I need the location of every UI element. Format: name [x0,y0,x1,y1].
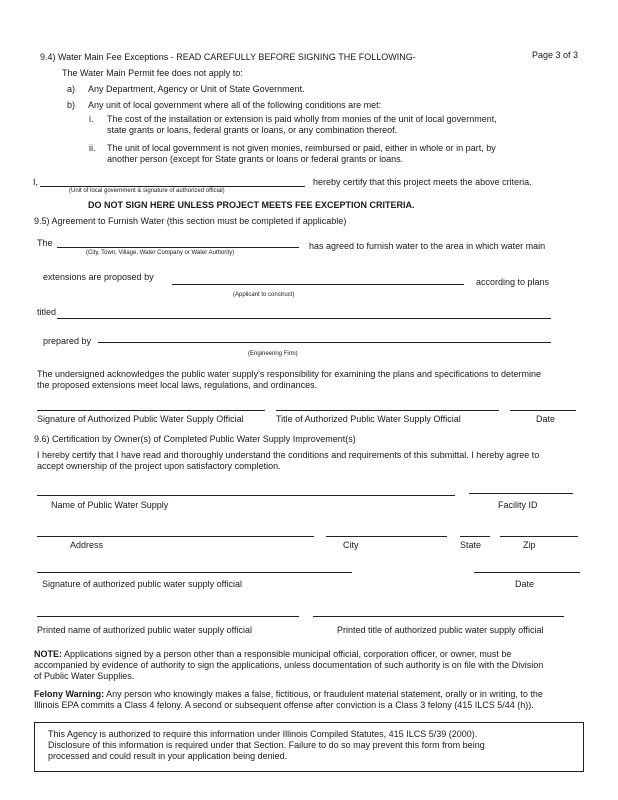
supply-official-date-line[interactable] [510,410,576,411]
the-label: The [37,238,53,248]
section-9-5-heading: 9.5) Agreement to Furnish Water (this section must be completed if applicable) [34,216,347,226]
felony-line1 [34,689,543,700]
prepared-by-label: prepared by [43,336,92,346]
zip-line[interactable] [500,536,578,537]
section-9-6-heading: 9.6) Certification by Owner(s) of Completed Public Water Supply Improvement(s) [34,434,356,444]
felony-label: Felony Warning: [34,689,105,699]
address-line[interactable] [37,536,314,537]
supply-official-title-label: Title of Authorized Public Water Supply Official [276,414,461,424]
supply-official-date-label: Date [536,414,556,424]
item-a-label: a) [67,84,76,94]
owner-signature-label: Signature of authorized public water supply official [42,579,242,589]
facility-id-label: Facility ID [498,500,538,510]
item-i-line1: The cost of the installation or extension is paid wholly from monies of the unit of local government, [107,114,497,124]
item-b-text: Any unit of local government where all of the following conditions are met: [88,100,382,110]
titled-label: titled [37,307,57,317]
owner-cert-line1: I hereby certify that I have read and thoroughly understand the conditions and requirements of this submittal. I hereby agree to [37,450,540,460]
extensions-label: extensions are proposed by [43,272,154,282]
supply-official-title-line[interactable] [276,410,499,411]
item-a-text: Any Department, Agency or Unit of State Government. [88,84,305,94]
owner-cert-line2: accept ownership of the project upon satisfactory completion. [37,461,281,471]
felony-text-1: Any person who knowingly makes a false, fictitious, or fraudulent material statement, orally or in writing, to the [104,689,543,699]
cert-text: hereby certify that this project meets the above criteria. [313,177,532,187]
state-label: State [460,540,482,550]
printed-title-line[interactable] [313,616,564,617]
item-ii-label: ii. [89,143,96,153]
disclosure-line3: processed and could result in your application being denied. [48,751,288,761]
felony-line2: Illinois EPA commits a Class 4 felony. A second or subsequent offense after conviction is a Class 3 felony (415 ILCS 5/44 (h)). [34,700,534,710]
printed-title-label: Printed title of authorized public water supply official [337,625,544,635]
applicant-sublabel: (Applicant to construct) [233,292,295,298]
fee-intro: The Water Main Permit fee does not apply to: [62,68,243,78]
water-supplier-sublabel: (City, Town, Village, Water Company or Water Authority) [86,250,235,256]
plans-title-line[interactable] [57,318,551,319]
state-line[interactable] [460,536,490,537]
supply-name-line[interactable] [37,495,455,496]
item-ii-line2: another person (except for State grants or loans or federal grants or loans. [107,154,404,164]
cert-prefix: I, [33,177,39,187]
note-label: NOTE: [34,649,62,659]
supply-name-label: Name of Public Water Supply [51,500,169,510]
item-i-label: i. [89,114,94,124]
city-label: City [343,540,359,550]
facility-id-line[interactable] [469,493,573,494]
acknowledgement-line1: The undersigned acknowledges the public water supply's responsibility for examining the plans and specifications to determine [37,369,542,379]
owner-date-line[interactable] [474,572,580,573]
item-ii-line1: The unit of local government is not given monies, reimbursed or paid, either in whole or in part, by [107,143,496,153]
acknowledgement-line2: the proposed extensions meet local laws, regulations, and ordinances. [37,380,318,390]
agreed-text: has agreed to furnish water to the area in which water main [309,241,546,251]
according-text: according to plans [476,277,550,287]
item-i-line2: state grants or loans, federal grants or loans, or any combination thereof. [107,125,398,135]
printed-name-line[interactable] [37,616,299,617]
note-line3: of Public Water Supplies. [34,671,135,681]
supply-official-signature-line[interactable] [37,410,265,411]
note-line1 [34,649,511,660]
section-9-4-heading: 9.4) Water Main Fee Exceptions - READ CAREFULLY BEFORE SIGNING THE FOLLOWING- [40,52,416,62]
city-line[interactable] [326,536,447,537]
disclosure-line2: Disclosure of this information is required under that Section. Failure to do so may prevent this form from being [48,740,485,750]
item-b-label: b) [67,100,76,110]
printed-name-label: Printed name of authorized public water supply official [37,625,252,635]
note-text-1: Applications signed by a person other than a responsible municipal official, corporation officer, or owner, must be [62,649,512,659]
engineering-firm-sublabel: (Engineering Firm) [248,351,298,357]
water-supplier-line[interactable] [57,247,299,248]
page-number: Page 3 of 3 [532,50,579,60]
zip-label: Zip [523,540,536,550]
applicant-line[interactable] [172,284,464,285]
note-line2: accompanied by evidence of authority to sign the applications, unless documentation of such authority is on file with the Division [34,660,544,670]
owner-signature-line[interactable] [37,572,352,573]
supply-official-signature-label: Signature of Authorized Public Water Supply Official [37,414,244,424]
disclosure-line1: This Agency is authorized to require this information under Illinois Compiled Statutes, 415 ILCS 5/39 (2000). [48,729,478,739]
local-gov-signature-line[interactable] [40,186,305,187]
address-label: Address [70,540,104,550]
engineering-firm-line[interactable] [98,342,551,343]
owner-date-label: Date [515,579,535,589]
local-gov-signature-sublabel: (Unit of local government & signature of authorized official) [69,188,225,194]
fee-exception-warning: DO NOT SIGN HERE UNLESS PROJECT MEETS FEE EXCEPTION CRITERIA. [88,200,415,210]
